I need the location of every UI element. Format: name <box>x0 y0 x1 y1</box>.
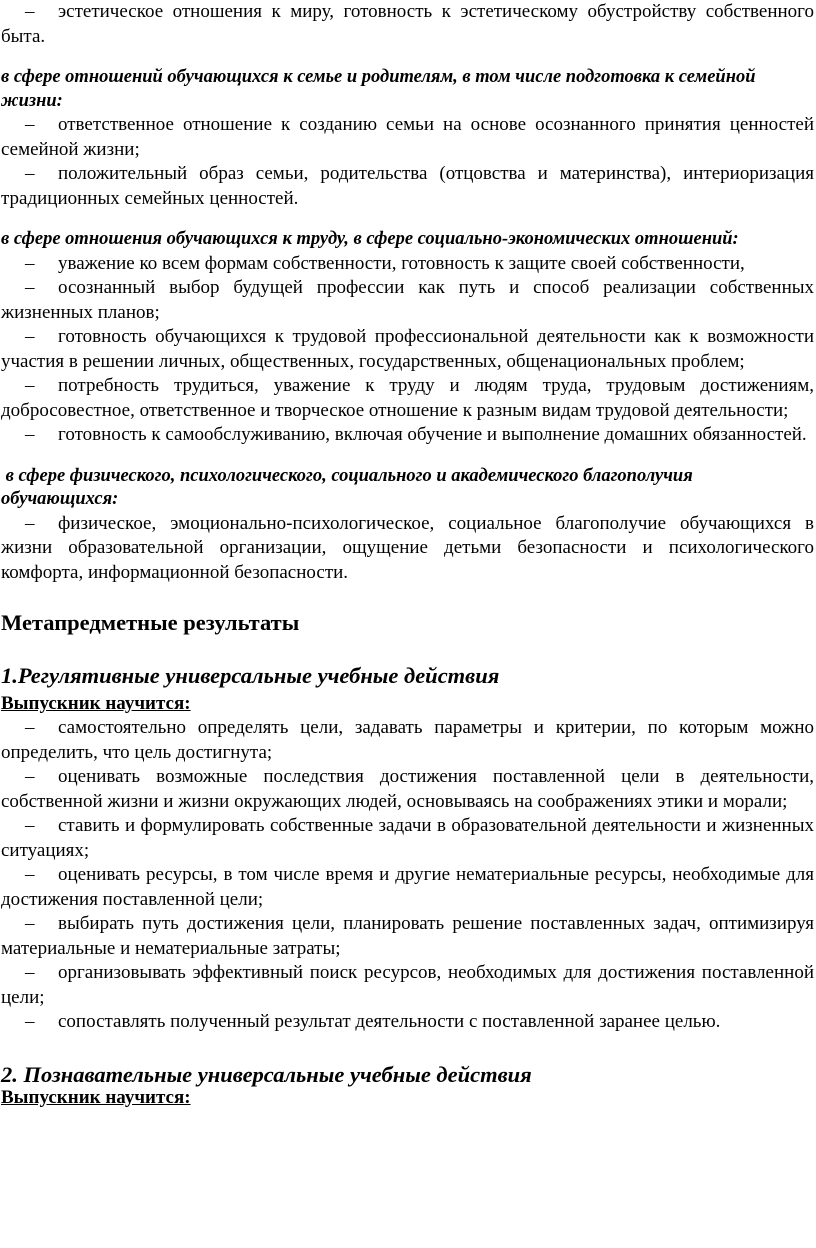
list-item: – потребность трудиться, уважение к труду и людям труда, трудовым достижениям, добросовестное, ответственное и творческое отношение к разным видам трудовой деятельности; <box>1 375 814 421</box>
dash: – <box>25 913 35 934</box>
list-item: – сопоставлять полученный результат деятельности с поставленной заранее целью. <box>1 1010 814 1035</box>
dash: – <box>25 717 35 738</box>
family-list <box>1 113 814 211</box>
regulative-list <box>1 716 814 1035</box>
list-item: – осознанный выбор будущей профессии как путь и способ реализации собственных жизненных планов; <box>1 277 814 323</box>
dash: – <box>25 1 35 22</box>
section-heading-family: в сфере отношений обучающихся к семье и родителям, в том числе подготовка к семейной жизни: <box>1 67 756 111</box>
list-item: – физическое, эмоционально-психологическое, социальное благополучие обучающихся в жизни образовательной организации, ощущение детьми безопасности и психологического комфорта, информационной безопасности. <box>1 512 814 583</box>
list-item: – эстетическое отношения к миру, готовность к эстетическому обустройству собственного быта. <box>1 1 814 47</box>
labor-list <box>1 252 814 448</box>
dash: – <box>25 277 35 298</box>
dash: – <box>25 252 35 274</box>
dash: – <box>25 962 35 983</box>
list-item: – готовность к самообслуживанию, включая обучение и выполнение домашних обязанностей. <box>1 423 814 448</box>
section-heading-wellbeing: в сфере физического, психологического, социального и академического благополучия обучающихся: <box>1 465 698 509</box>
list-item: – оценивать ресурсы, в том числе время и другие нематериальные ресурсы, необходимые для достижения поставленной цели; <box>1 864 814 910</box>
section-heading-labor: в сфере отношения обучающихся к труду, в сфере социально-экономических отношений: <box>1 229 739 249</box>
list-item: – готовность обучающихся к трудовой профессиональной деятельности как к возможности участия в решении личных, общественных, государственных, общенациональных проблем; <box>1 326 814 372</box>
dash: – <box>25 864 35 885</box>
dash: – <box>25 1011 35 1032</box>
list-item: – организовывать эффективный поиск ресурсов, необходимых для достижения поставленной цели; <box>1 962 814 1008</box>
cognitive-heading: 2. Познавательные универсальные учебные действия <box>1 1061 532 1087</box>
graduate-label: Выпускник научится: <box>1 1086 191 1108</box>
wellbeing-list <box>1 512 814 586</box>
dash: – <box>25 326 35 347</box>
dash: – <box>25 424 35 445</box>
dash: – <box>25 766 35 787</box>
list-item: – положительный образ семьи, родительства (отцовства и материнства), интериоризация традиционных семейных ценностей. <box>1 163 814 209</box>
dash: – <box>25 163 35 184</box>
aesthetic-block <box>1 0 814 49</box>
list-item: – ответственное отношение к созданию семьи на основе осознанного принятия ценностей семейной жизни; <box>1 114 814 160</box>
list-item: – ставить и формулировать собственные задачи в образовательной деятельности и жизненных ситуациях; <box>1 815 814 861</box>
list-item: – оценивать возможные последствия достижения поставленной цели в деятельности, собственной жизни и жизни окружающих людей, основываясь на соображениях этики и морали; <box>1 766 814 812</box>
list-item: – выбирать путь достижения цели, планировать решение поставленных задач, оптимизируя материальные и нематериальные затраты; <box>1 913 814 959</box>
list-item: – самостоятельно определять цели, задавать параметры и критерии, по которым можно определить, что цель достигнута; <box>1 717 814 763</box>
meta-results-heading: Метапредметные результаты <box>1 610 300 635</box>
regulative-heading: 1.Регулятивные универсальные учебные действия <box>1 663 500 688</box>
dash: – <box>25 375 35 396</box>
list-item: – уважение ко всем формам собственности, готовность к защите своей собственности, <box>1 252 814 277</box>
dash: – <box>25 815 35 836</box>
dash: – <box>25 512 35 534</box>
graduate-label: Выпускник научится: <box>1 693 191 714</box>
dash: – <box>25 114 35 135</box>
